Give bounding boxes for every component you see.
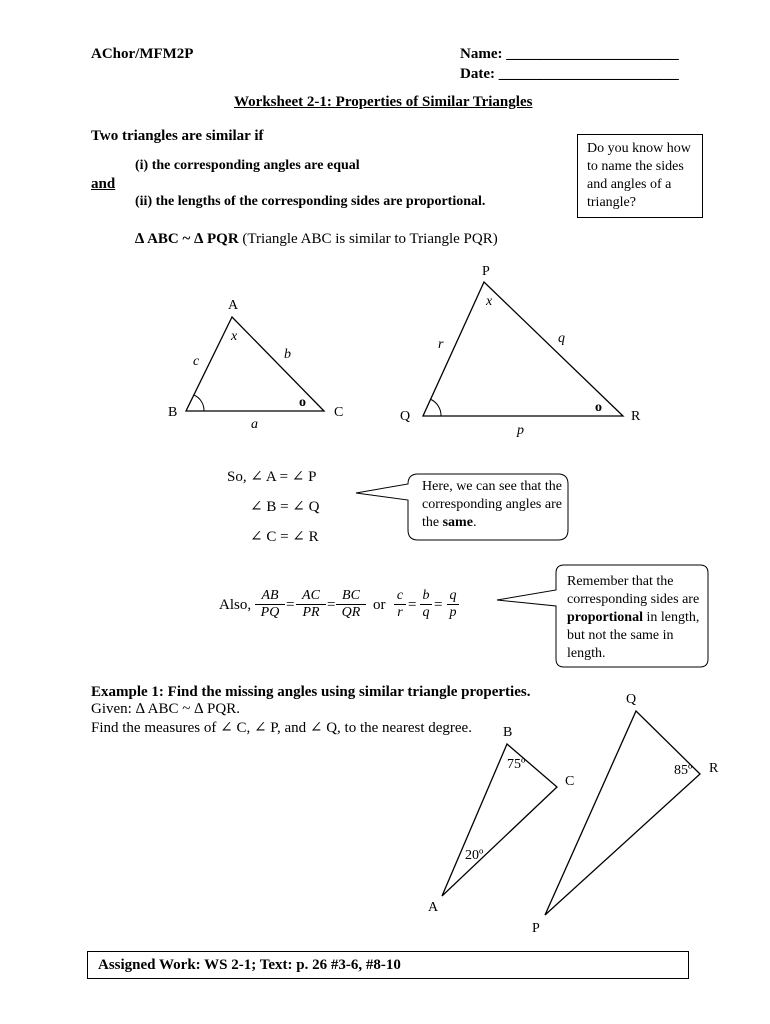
example-vertex-p: P	[532, 921, 540, 936]
ratio-ab-pq: $\frac{AB}{PQ}$	[255, 588, 285, 621]
ratio-b-q: $\frac{b}{q}$	[420, 588, 432, 621]
angle-c-mark: o	[299, 395, 306, 410]
example-vertex-a: A	[428, 900, 439, 915]
vertex-c: C	[334, 405, 344, 420]
side-a-label: a	[251, 417, 258, 432]
equals-sign: =	[434, 597, 443, 613]
or-label: or	[373, 597, 386, 613]
example-angle-a: 20º	[465, 848, 484, 863]
equals-sign: =	[286, 597, 295, 613]
notation-symbol: ∆ ABC ~ ∆ PQR	[135, 231, 239, 247]
date-field-label: Date: ________________________	[460, 66, 679, 82]
page-title: Worksheet 2-1: Properties of Similar Triangles	[234, 94, 533, 110]
side-q-label: q	[558, 331, 565, 346]
notation-description: (Triangle ABC is similar to Triangle PQR)	[238, 231, 498, 247]
callout-sides-text: Remember that the corresponding sides are proportional in length, but not the same in length.	[567, 574, 700, 661]
angle-equality-b: ∠ B = ∠ Q	[250, 499, 320, 515]
side-p-label: p	[517, 423, 524, 438]
ratio-q-p: $\frac{q}{p}$	[447, 588, 459, 621]
example-vertex-q: Q	[626, 692, 637, 707]
angle-p-mark: x	[486, 294, 493, 309]
ratio-ac-pr: $\frac{AC}{PR}$	[296, 588, 326, 621]
equals-sign: =	[327, 597, 336, 613]
tip-text: Do you know how to name the sides and angles of a triangle?	[587, 141, 691, 210]
ratio-bc-qr: $\frac{BC}{QR}$	[336, 588, 366, 621]
example-vertex-c: C	[565, 774, 575, 789]
also-label: Also,	[219, 597, 252, 613]
ratio-c-r: $\frac{c}{r}$	[394, 588, 406, 621]
assigned-work-text: Assigned Work: WS 2-1; Text: p. 26 #3-6, #8-10	[98, 957, 401, 973]
vertex-a: A	[228, 298, 239, 313]
example-triangle-abc	[428, 725, 574, 915]
equals-sign: =	[408, 597, 417, 613]
and-connector: and	[91, 176, 116, 192]
example-vertex-b: B	[503, 725, 513, 740]
angle-equality-c: ∠ C = ∠ R	[250, 529, 319, 545]
assigned-work-box	[87, 951, 689, 979]
callout-angles-text: Here, we can see that the corresponding angles are the same.	[422, 479, 562, 530]
vertex-q: Q	[400, 409, 411, 424]
angle-equality-a: So, ∠ A = ∠ P	[227, 469, 317, 485]
course-code: AChor/MFM2P	[91, 46, 194, 62]
example-triangle-pqr	[532, 692, 719, 936]
side-c-label: c	[193, 354, 200, 369]
example-angle-b: 75º	[507, 757, 526, 772]
definition-intro: Two triangles are similar if	[91, 128, 264, 144]
condition-angles: (i) the corresponding angles are equal	[135, 158, 360, 173]
triangle-pqr	[400, 264, 641, 438]
name-field-label: Name: _______________________	[460, 46, 679, 62]
side-b-label: b	[284, 347, 291, 362]
triangle-abc	[168, 298, 343, 432]
example-task: Find the measures of ∠ C, ∠ P, and ∠ Q, to the nearest degree.	[91, 720, 472, 736]
vertex-p: P	[482, 264, 490, 279]
side-r-label: r	[438, 337, 444, 352]
example-given: Given: ∆ ABC ~ ∆ PQR.	[91, 701, 240, 717]
condition-sides: (ii) the lengths of the corresponding sides are proportional.	[135, 194, 486, 209]
example-angle-r: 85º	[674, 763, 693, 778]
angle-r-mark: o	[595, 400, 602, 415]
vertex-r: R	[631, 409, 641, 424]
vertex-b: B	[168, 405, 178, 420]
example-heading: Example 1: Find the missing angles using similar triangle properties.	[91, 684, 531, 700]
angle-a-mark: x	[231, 329, 238, 344]
example-vertex-r: R	[709, 761, 719, 776]
